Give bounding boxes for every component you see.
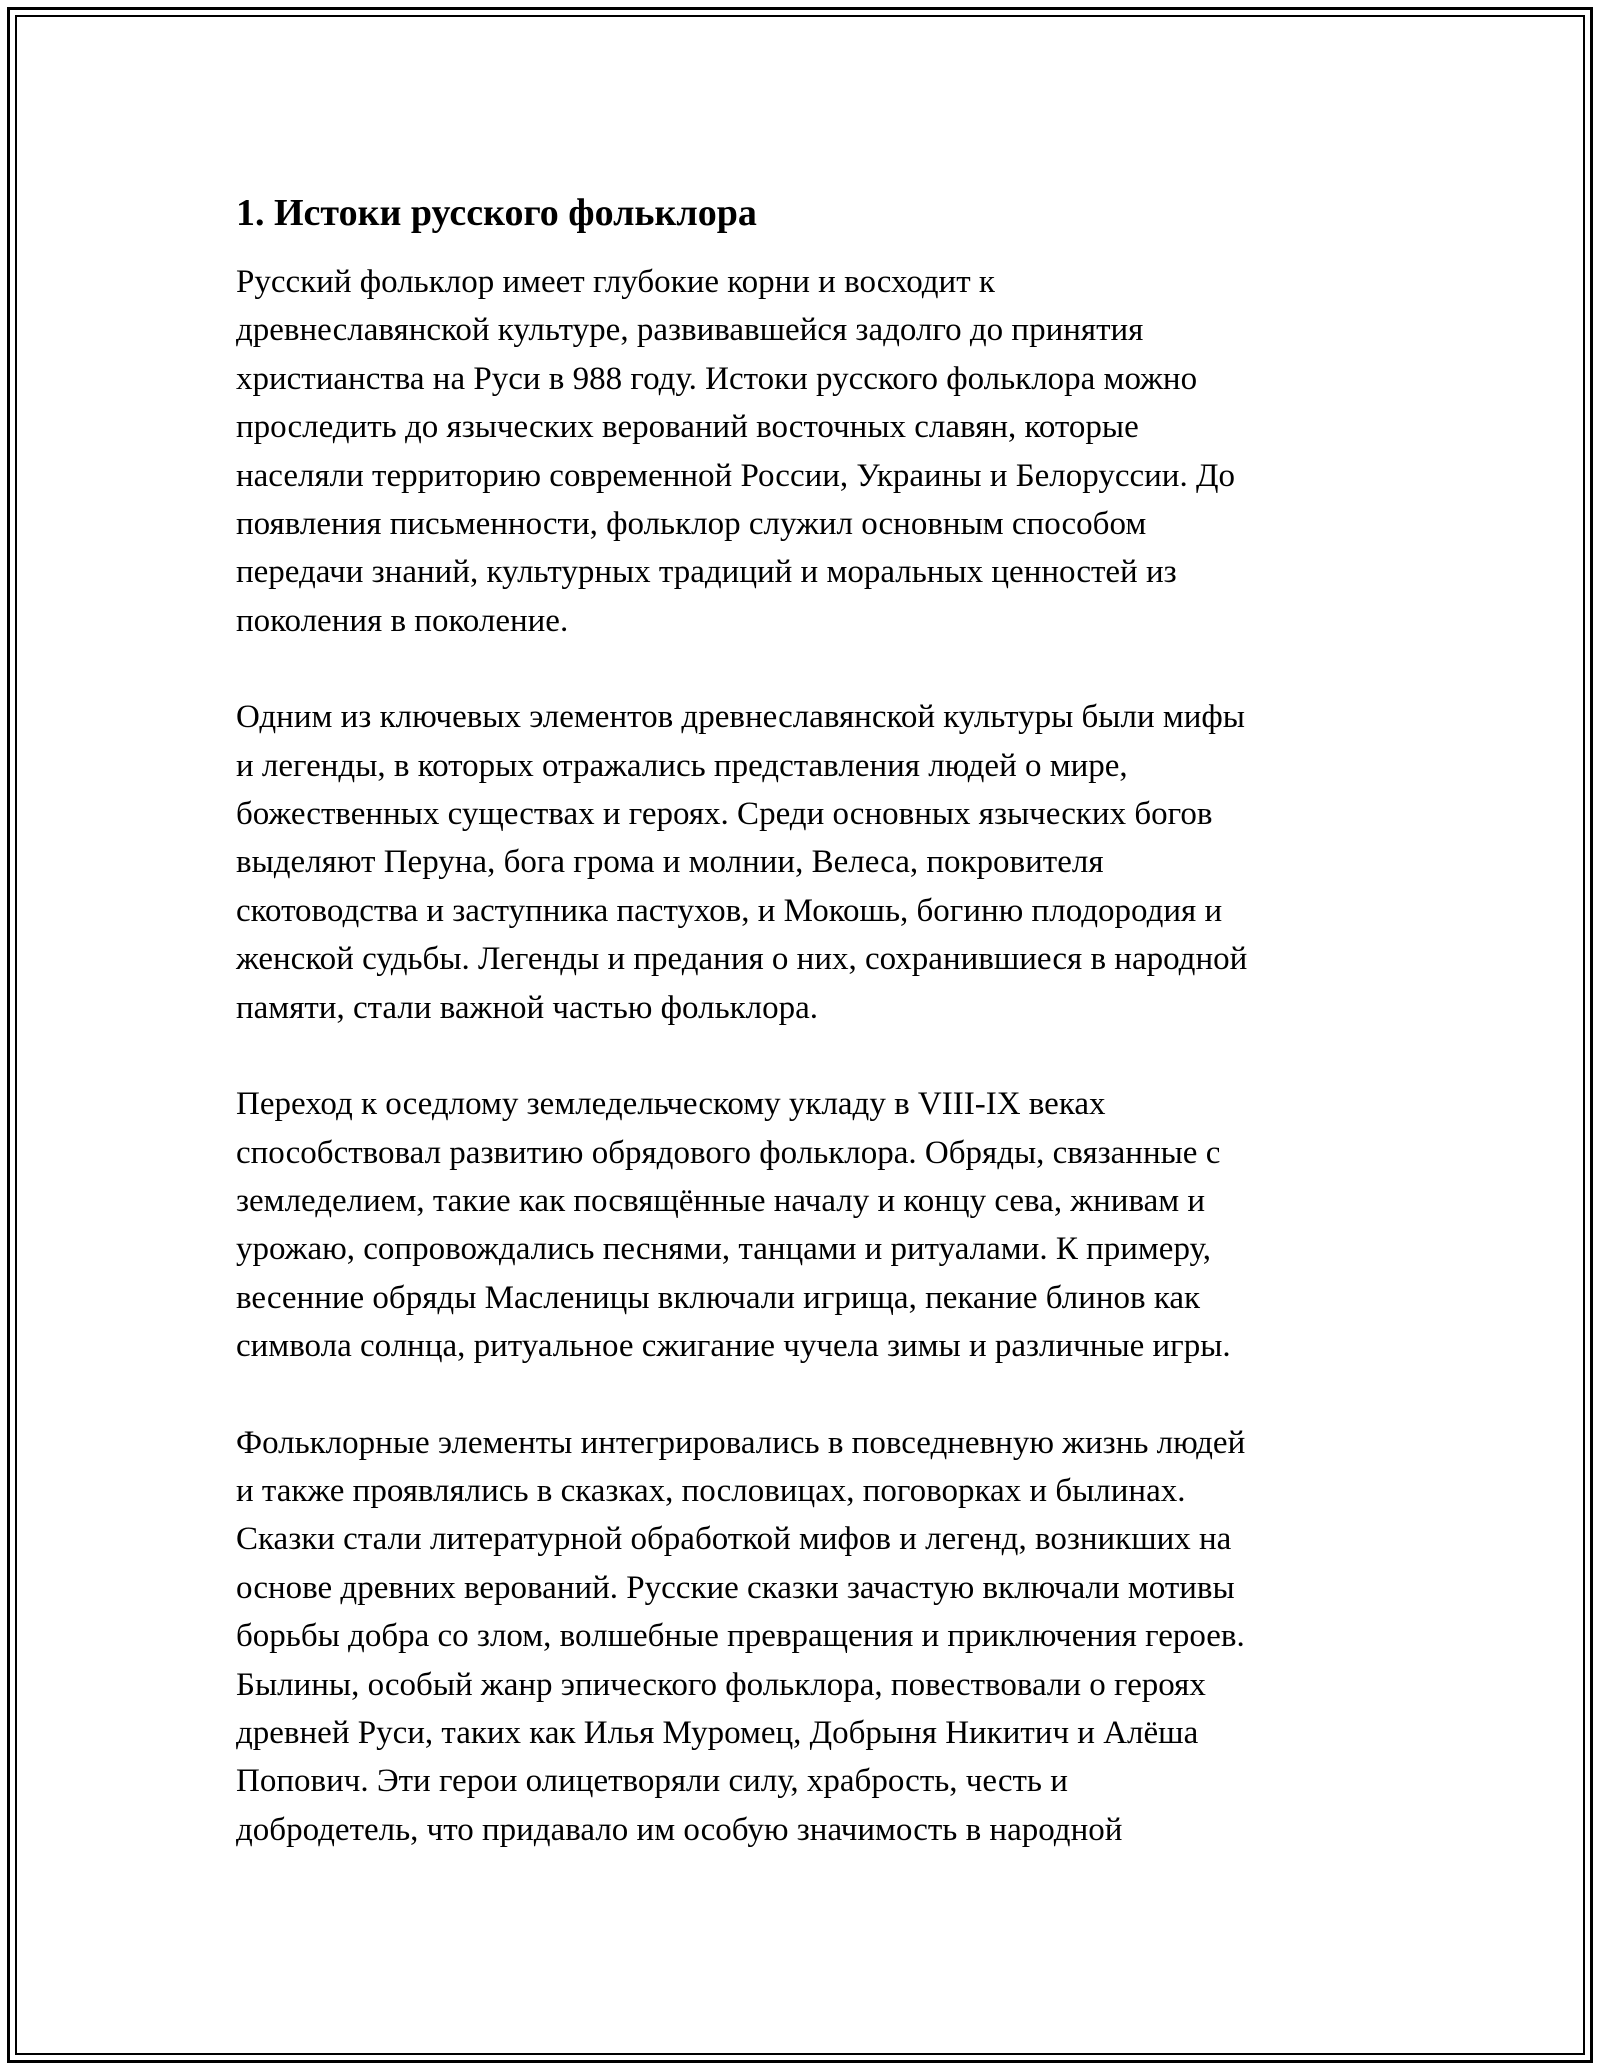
paragraph-4: Фольклорные элементы интегрировались в повседневную жизнь людей и также проявлялись в сказках, пословицах, поговорках и былинах. Сказки стали литературной обработкой мифов и легенд, возникших на основе древних верований. Русские сказки зачастую включали мотивы борьбы добра со злом, волшебные превращения и приключения героев. Былины, особый жанр эпического фольклора, повествовали о героях древней Руси, таких как Илья Муромец, Добрыня Никитич и Алёша Попович. Эти герои олицетворяли силу, храбрость, честь и добродетель, что придавало им особую значимость в народной xyxy=(236,1424,1246,1848)
paragraph-3: Переход к оседлому земледельческому укладу в VIII-IX веках способствовал развитию обрядового фольклора. Обряды, связанные с земледелием, такие как посвящённые началу и концу сева, жнивам и урожаю, сопровождались песнями, танцами и ритуалами. К примеру, весенние обряды Масленицы включали игрища, пекание блинов как символа солнца, ритуальное сжигание чучела зимы и различные игры. xyxy=(236,1086,1231,1365)
section-heading: 1. Истоки русского фольклора xyxy=(236,192,757,234)
paragraph-1: Русский фольклор имеет глубокие корни и восходит к древнеславянской культуре, развивавшейся задолго до принятия христианства на Руси в 988 году. Истоки русского фольклора можно проследить до языческих верований восточных славян, которые населяли территорию современной России, Украины и Белоруссии. До появления письменности, фольклор служил основным способом передачи знаний, культурных традиций и моральных ценностей из поколения в поколение. xyxy=(236,264,1235,639)
document-body xyxy=(236,188,1386,1902)
paragraph-2: Одним из ключевых элементов древнеславянской культуры были мифы и легенды, в которых отражались представления людей о мире, божественных существах и героях. Среди основных языческих богов выделяют Перуна, бога грома и молнии, Велеса, покровителя скотоводства и заступника пастухов, и Мокошь, богиню плодородия и женской судьбы. Легенды и предания о них, сохранившиеся в народной памяти, стали важной частью фольклора. xyxy=(236,699,1248,1026)
